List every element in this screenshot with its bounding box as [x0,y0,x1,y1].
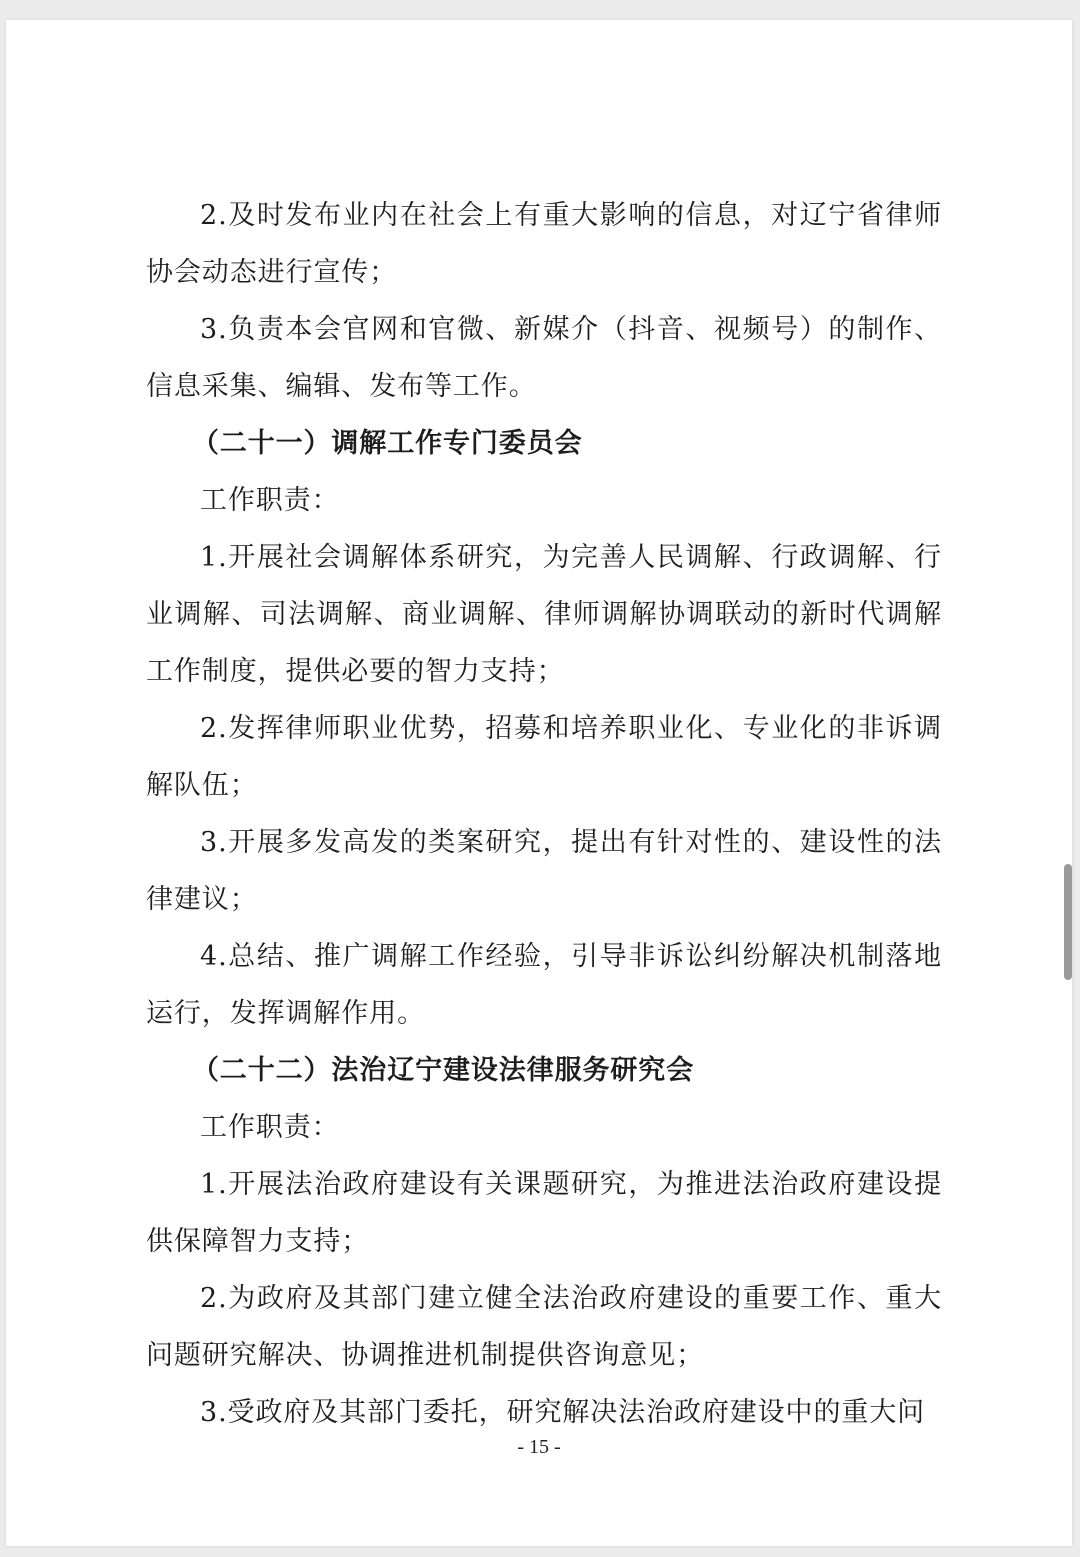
section-heading: （二十二）法治辽宁建设法律服务研究会 [191,1055,695,1086]
paragraph: 工作职责： [200,485,340,516]
paragraph: 2.为政府及其部门建立健全法治政府建设的重要工作、重大问题研究解决、协调推进机制提供咨询意见； [146,1283,942,1371]
paragraph: 工作职责： [200,1112,340,1143]
section-heading: （二十一）调解工作专门委员会 [191,428,583,459]
paragraph: 2.发挥律师职业优势，招募和培养职业化、专业化的非诉调解队伍； [146,713,942,801]
paragraph: 3.受政府及其部门委托，研究解决法治政府建设中的重大问 [200,1397,926,1428]
scrollbar-thumb[interactable] [1064,864,1072,980]
page-content [146,187,942,1441]
paragraph: 4.总结、推广调解工作经验，引导非诉讼纠纷解决机制落地运行，发挥调解作用。 [146,941,942,1029]
paragraph: 3.开展多发高发的类案研究，提出有针对性的、建设性的法律建议； [146,827,942,915]
paragraph: 1.开展法治政府建设有关课题研究，为推进法治政府建设提供保障智力支持； [146,1169,942,1257]
page-number: - 15 - [517,1436,561,1458]
paragraph: 1.开展社会调解体系研究，为完善人民调解、行政调解、行业调解、司法调解、商业调解、律师调解协调联动的新时代调解工作制度，提供必要的智力支持； [146,542,942,687]
paragraph: 3.负责本会官网和官微、新媒介（抖音、视频号）的制作、信息采集、编辑、发布等工作。 [146,314,942,402]
paragraph: 2.及时发布业内在社会上有重大影响的信息，对辽宁省律师协会动态进行宣传； [146,200,942,288]
document-page [6,20,1072,1546]
